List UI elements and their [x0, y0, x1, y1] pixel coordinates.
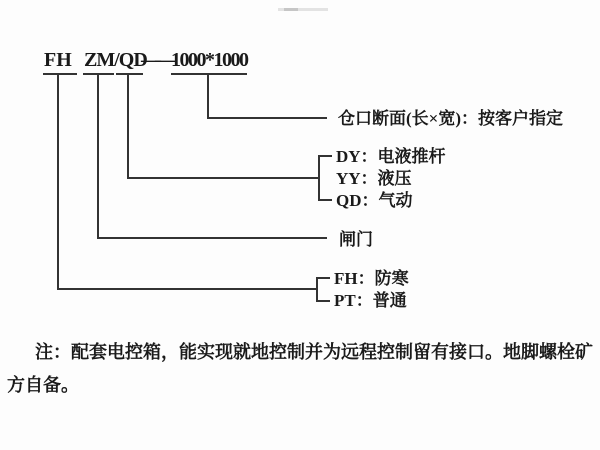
label-drive-yy: YY：液压 — [336, 169, 412, 188]
drive-bracket-vertical — [318, 155, 320, 201]
model-separator: —— — [141, 49, 169, 71]
series-bracket-vertical — [316, 277, 318, 302]
vertical-line-drive — [127, 73, 129, 179]
label-drive-dy: DY：电液推杆 — [336, 147, 446, 166]
underline-drive-code — [116, 73, 143, 75]
leader-line-series — [57, 288, 317, 290]
underline-series-code — [43, 73, 77, 75]
label-drive-qd: QD：气动 — [336, 191, 413, 210]
model-size-code: 1000*1000 — [171, 49, 248, 71]
vertical-line-series — [57, 73, 59, 290]
vertical-line-size — [207, 73, 209, 119]
model-series-code: FH — [44, 49, 72, 71]
series-bracket-bottom-tick — [316, 300, 330, 302]
label-series-pt: PT：普通 — [334, 291, 407, 310]
note-text-line2: 方自备。 — [7, 375, 79, 395]
label-product-name: 闸门 — [339, 230, 373, 249]
drive-bracket-bottom-tick — [318, 199, 332, 201]
leader-line-drive — [127, 177, 319, 179]
series-bracket-top-tick — [316, 277, 330, 279]
leader-line-size — [207, 117, 327, 119]
label-series-fh: FH：防寒 — [334, 269, 409, 288]
note-text-line1: 注：配套电控箱，能实现就地控制并为远程控制留有接口。地脚螺栓矿 — [35, 342, 593, 362]
vertical-line-gate — [97, 73, 99, 239]
scan-artifact-dark — [284, 8, 298, 11]
drive-bracket-top-tick — [318, 155, 332, 157]
underline-size-code — [171, 73, 247, 75]
model-product-code: ZM/QD — [84, 49, 147, 71]
label-opening-size: 仓口断面(长×宽)：按客户指定 — [338, 109, 564, 128]
leader-line-gate — [97, 237, 327, 239]
